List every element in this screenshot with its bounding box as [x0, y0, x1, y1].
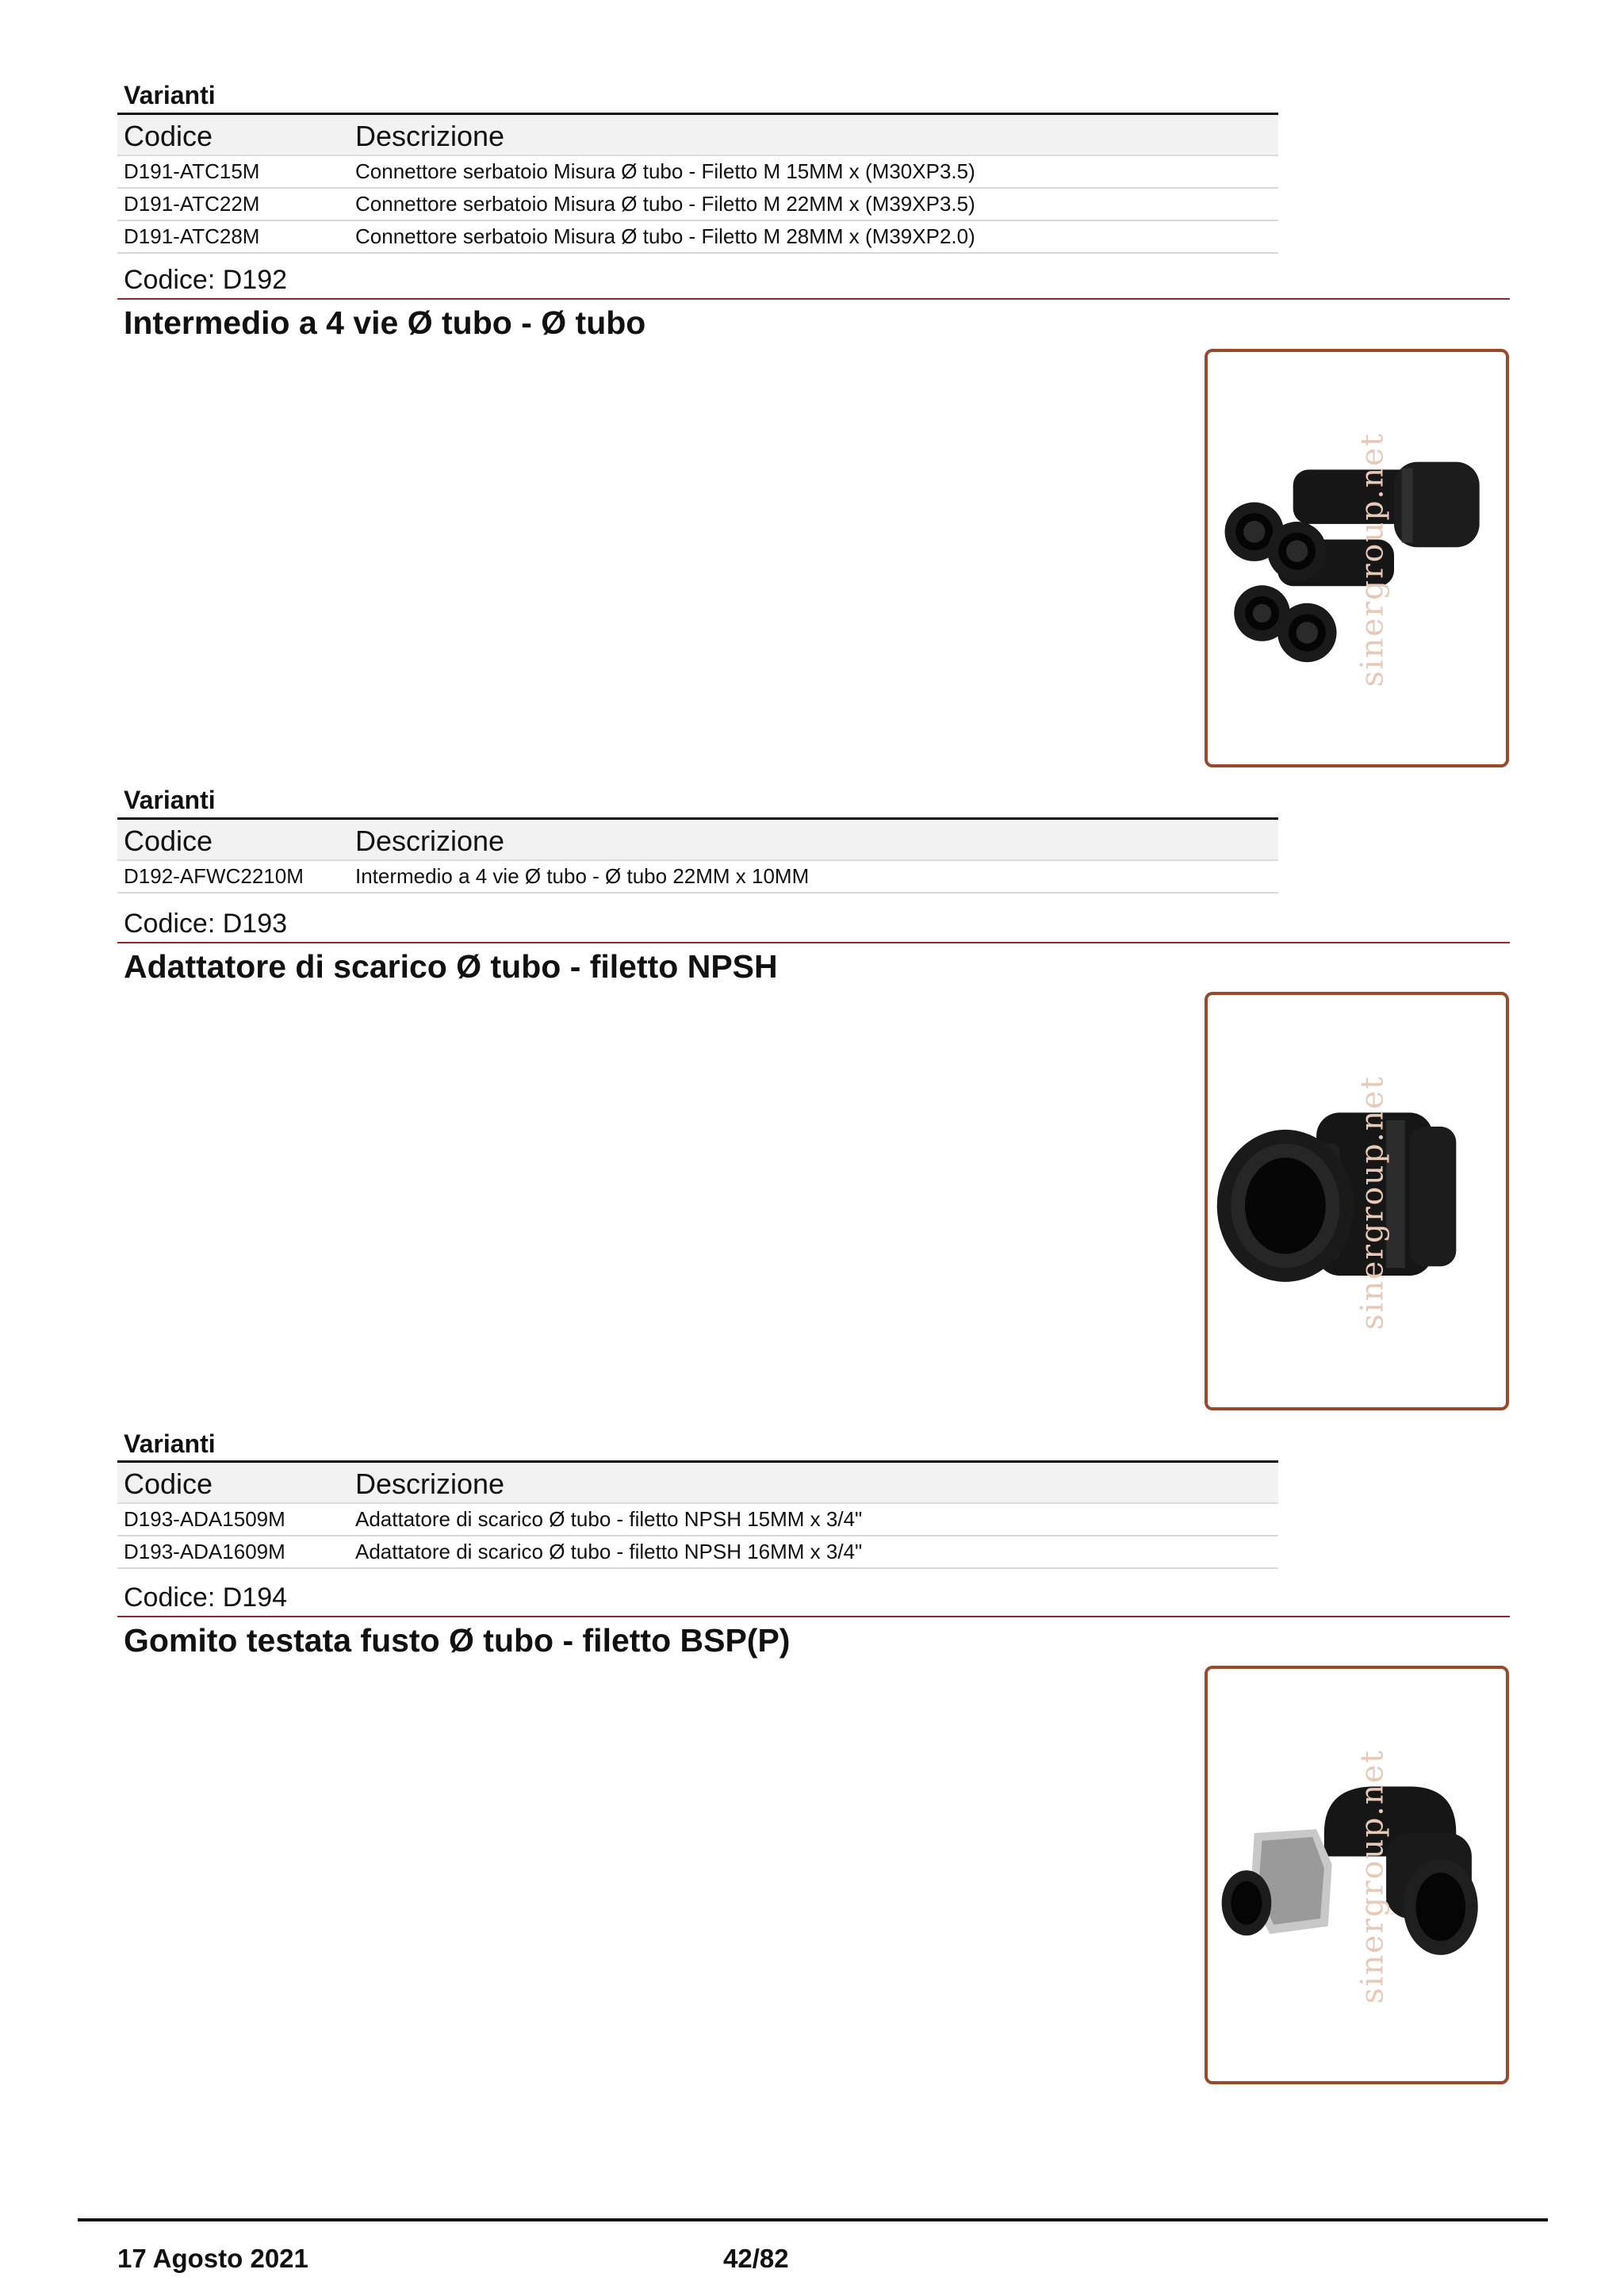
variant-description: Adattatore di scarico Ø tubo - filetto NPSH 15MM x 3/4"	[349, 1503, 1278, 1536]
table-row	[117, 220, 1278, 253]
variant-code: D191-ATC28M	[117, 220, 349, 253]
column-header-descrizione: Descrizione	[349, 819, 1278, 861]
variant-description: Intermedio a 4 vie Ø tubo - Ø tubo 22MM x 10MM	[349, 860, 1278, 893]
product-title: Gomito testata fusto Ø tubo - filetto BSP(P)	[124, 1622, 791, 1659]
product-title: Adattatore di scarico Ø tubo - filetto NPSH	[124, 948, 778, 985]
section-divider	[117, 942, 1510, 943]
variant-description: Adattatore di scarico Ø tubo - filetto NPSH 16MM x 3/4"	[349, 1536, 1278, 1568]
varianti-heading: Varianti	[124, 1429, 216, 1458]
four-way-connector-photo-icon	[1208, 352, 1506, 764]
column-header-codice: Codice	[117, 1462, 349, 1504]
table-row	[117, 1503, 1278, 1536]
section-divider	[117, 1616, 1510, 1617]
product-title: Intermedio a 4 vie Ø tubo - Ø tubo	[124, 304, 646, 341]
variant-code: D193-ADA1609M	[117, 1536, 349, 1568]
column-header-descrizione: Descrizione	[349, 114, 1278, 156]
product-image-frame	[1205, 349, 1509, 767]
variant-description: Connettore serbatoio Misura Ø tubo - Filetto M 15MM x (M30XP3.5)	[349, 155, 1278, 188]
footer-date: 17 Agosto 2021	[117, 2244, 308, 2273]
variant-description: Connettore serbatoio Misura Ø tubo - Filetto M 22MM x (M39XP3.5)	[349, 188, 1278, 220]
product-code: Codice: D194	[124, 1582, 288, 1613]
variant-description: Connettore serbatoio Misura Ø tubo - Filetto M 28MM x (M39XP2.0)	[349, 220, 1278, 253]
variant-code: D191-ATC22M	[117, 188, 349, 220]
column-header-codice: Codice	[117, 114, 349, 156]
product-code: Codice: D193	[124, 909, 288, 939]
variants-table-d193	[117, 1460, 1278, 1569]
watermark: sinergroup.net	[1354, 1075, 1391, 1330]
table-row	[117, 188, 1278, 220]
product-image-frame	[1205, 992, 1509, 1410]
column-header-descrizione: Descrizione	[349, 1462, 1278, 1504]
variants-table-d192	[117, 817, 1278, 894]
watermark: sinergroup.net	[1354, 432, 1391, 687]
elbow-fitting-photo-icon	[1208, 1669, 1506, 2081]
column-header-codice: Codice	[117, 819, 349, 861]
table-row	[117, 1536, 1278, 1568]
table-row	[117, 860, 1278, 893]
table-row	[117, 155, 1278, 188]
product-image-frame	[1205, 1666, 1509, 2084]
variant-code: D192-AFWC2210M	[117, 860, 349, 893]
watermark: sinergroup.net	[1354, 1749, 1391, 2004]
section-divider	[117, 298, 1510, 300]
page-number: 42/82	[723, 2244, 789, 2273]
drain-adapter-photo-icon	[1208, 995, 1506, 1407]
variant-code: D191-ATC15M	[117, 155, 349, 188]
variant-code: D193-ADA1509M	[117, 1503, 349, 1536]
varianti-heading: Varianti	[124, 81, 216, 109]
variants-table-d191	[117, 113, 1278, 254]
varianti-heading: Varianti	[124, 786, 216, 814]
footer-divider	[78, 2218, 1548, 2221]
product-code: Codice: D192	[124, 265, 288, 295]
